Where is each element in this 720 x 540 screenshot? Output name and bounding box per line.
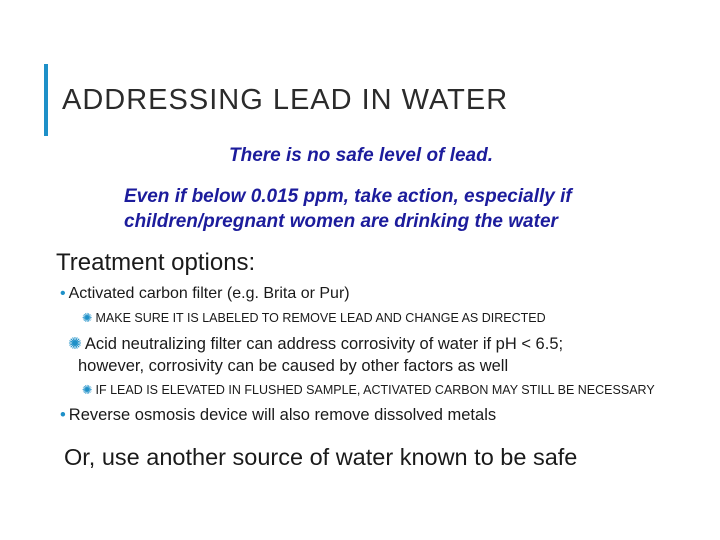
list-item-text: Activated carbon filter (e.g. Brita or Pur) <box>68 285 350 302</box>
list-subitem-text: IF LEAD IS ELEVATED IN FLUSHED SAMPLE, ACTIVATED CARBON MAY STILL BE NECESSARY <box>95 383 655 397</box>
title-accent-bar <box>44 64 48 136</box>
bullet-dot-icon: • <box>60 285 66 302</box>
list-item-text: Reverse osmosis device will also remove dissolved metals <box>68 406 497 424</box>
list-item-reverse-osmosis <box>60 404 496 426</box>
list-item-carbon-filter <box>60 283 350 305</box>
list-item-acid-filter-continued: however, corrosivity can be caused by other factors as well <box>78 357 509 375</box>
bullet-star-icon: ✺ <box>68 335 82 353</box>
slide-title: ADDRESSING LEAD IN WATER <box>62 84 509 116</box>
list-subitem-carbon-note <box>82 309 546 327</box>
list-subitem-acid-note <box>82 381 655 399</box>
bullet-star-icon: ✺ <box>82 383 93 397</box>
emphasis-line-3: children/pregnant women are drinking the water <box>124 211 558 232</box>
closing-statement: Or, use another source of water known to be safe <box>64 444 578 470</box>
list-item-text: Acid neutralizing filter can address corrosivity of water if pH < 6.5; <box>84 335 564 353</box>
emphasis-line-2: Even if below 0.015 ppm, take action, especially if <box>124 186 572 207</box>
bullet-dot-icon: • <box>60 406 66 424</box>
bullet-star-icon: ✺ <box>82 311 93 325</box>
list-subitem-text: MAKE SURE IT IS LABELED TO REMOVE LEAD AND CHANGE AS DIRECTED <box>95 311 546 325</box>
list-item-acid-filter <box>68 333 563 355</box>
emphasis-line-1: There is no safe level of lead. <box>229 145 493 166</box>
treatment-heading: Treatment options: <box>56 249 256 276</box>
